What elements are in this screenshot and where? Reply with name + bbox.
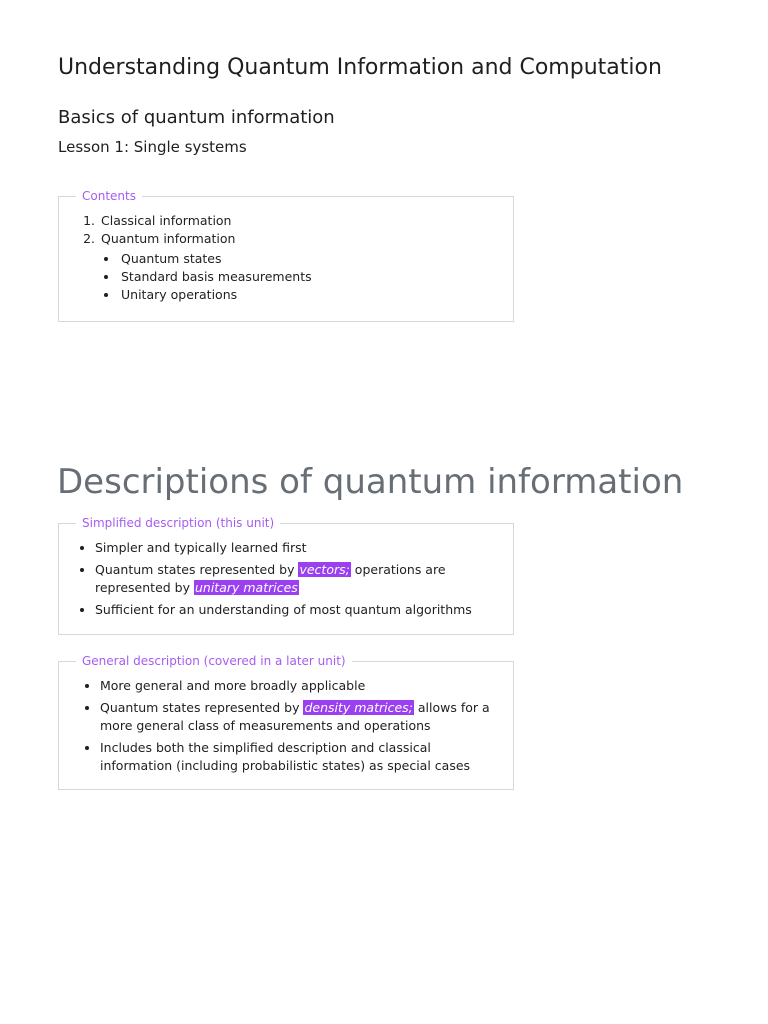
lesson-title: Lesson 1: Single systems xyxy=(58,138,247,156)
simplified-description-legend: Simplified description (this unit) xyxy=(82,516,275,530)
contents-subitem-standard-basis-measurements[interactable]: • Standard basis measurements xyxy=(119,268,499,286)
module-title: Basics of quantum information xyxy=(58,107,335,128)
bullet-text: Quantum states represented by xyxy=(100,700,304,715)
contents-item-label[interactable]: Classical information xyxy=(101,213,232,228)
list-item xyxy=(95,561,499,597)
highlight-density-matrices: density matrices; xyxy=(304,700,413,715)
highlight-unitary-matrices: unitary matrices xyxy=(194,580,298,595)
bullet-text: allows for a more general class of measurements and operations xyxy=(100,700,490,733)
general-description-legend: General description (covered in a later unit) xyxy=(82,654,346,668)
course-title: Understanding Quantum Information and Computation xyxy=(58,55,662,80)
list-item: • Sufficient for an understanding of most quantum algorithms xyxy=(95,601,499,619)
contents-item-quantum-information[interactable] xyxy=(99,230,499,304)
contents-subitem-quantum-states[interactable]: • Quantum states xyxy=(119,250,499,268)
bullet-text: operations are represented by xyxy=(95,562,446,595)
contents-sublist xyxy=(101,250,499,304)
contents-item-classical-information[interactable] xyxy=(99,212,499,230)
general-description-list xyxy=(73,677,499,775)
contents-box xyxy=(58,188,514,322)
section-heading: Descriptions of quantum information xyxy=(57,462,684,502)
list-item: • Includes both the simplified description and classical information (including probabilistic states) as special cases xyxy=(100,739,499,775)
list-item: • More general and more broadly applicable xyxy=(100,677,499,695)
list-item xyxy=(100,699,499,735)
contents-legend: Contents xyxy=(82,189,136,203)
simplified-description-list xyxy=(73,539,499,619)
contents-subitem-unitary-operations[interactable]: • Unitary operations xyxy=(119,286,499,304)
contents-list xyxy=(73,212,499,304)
general-description-box xyxy=(58,653,514,790)
contents-item-label[interactable]: Quantum information xyxy=(101,231,236,246)
highlight-vectors: vectors; xyxy=(299,562,350,577)
simplified-description-box xyxy=(58,515,514,635)
list-item: • Simpler and typically learned first xyxy=(95,539,499,557)
bullet-text: Quantum states represented by xyxy=(95,562,299,577)
